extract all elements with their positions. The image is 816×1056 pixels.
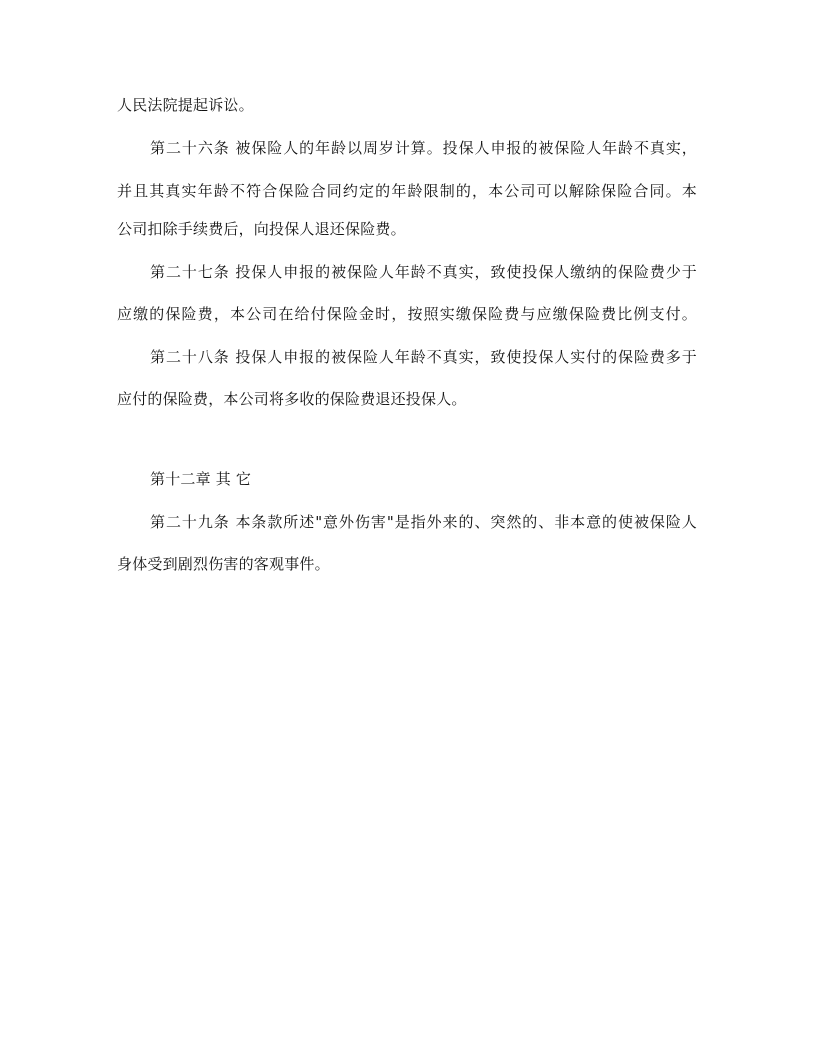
article-27-line-2: 应缴的保险费，本公司在给付保险金时，按照实缴保险费与应缴保险费比例支付。 — [117, 305, 697, 323]
article-26-line-2: 并且其真实年龄不符合保险合同约定的年龄限制的，本公司可以解除保险合同。本 — [117, 182, 697, 200]
article-26-line-3: 公司扣除手续费后，向投保人退还保险费。 — [117, 220, 406, 238]
article-27-line-1: 第二十七条 投保人申报的被保险人年龄不真实，致使投保人缴纳的保险费少于 — [150, 263, 697, 281]
chapter-12-heading: 第十二章 其 它 — [150, 470, 252, 488]
article-29-line-1: 第二十九条 本条款所述"意外伤害"是指外来的、突然的、非本意的使被保险人 — [150, 513, 697, 531]
text-line-continuation: 人民法院提起诉讼。 — [117, 96, 254, 114]
article-28-line-2: 应付的保险费，本公司将多收的保险费退还投保人。 — [117, 390, 467, 408]
article-26-line-1: 第二十六条 被保险人的年龄以周岁计算。投保人申报的被保险人年龄不真实， — [150, 139, 697, 157]
article-28-line-1: 第二十八条 投保人申报的被保险人年龄不真实，致使投保人实付的保险费多于 — [150, 348, 697, 366]
article-29-line-2: 身体受到剧烈伤害的客观事件。 — [117, 555, 330, 573]
